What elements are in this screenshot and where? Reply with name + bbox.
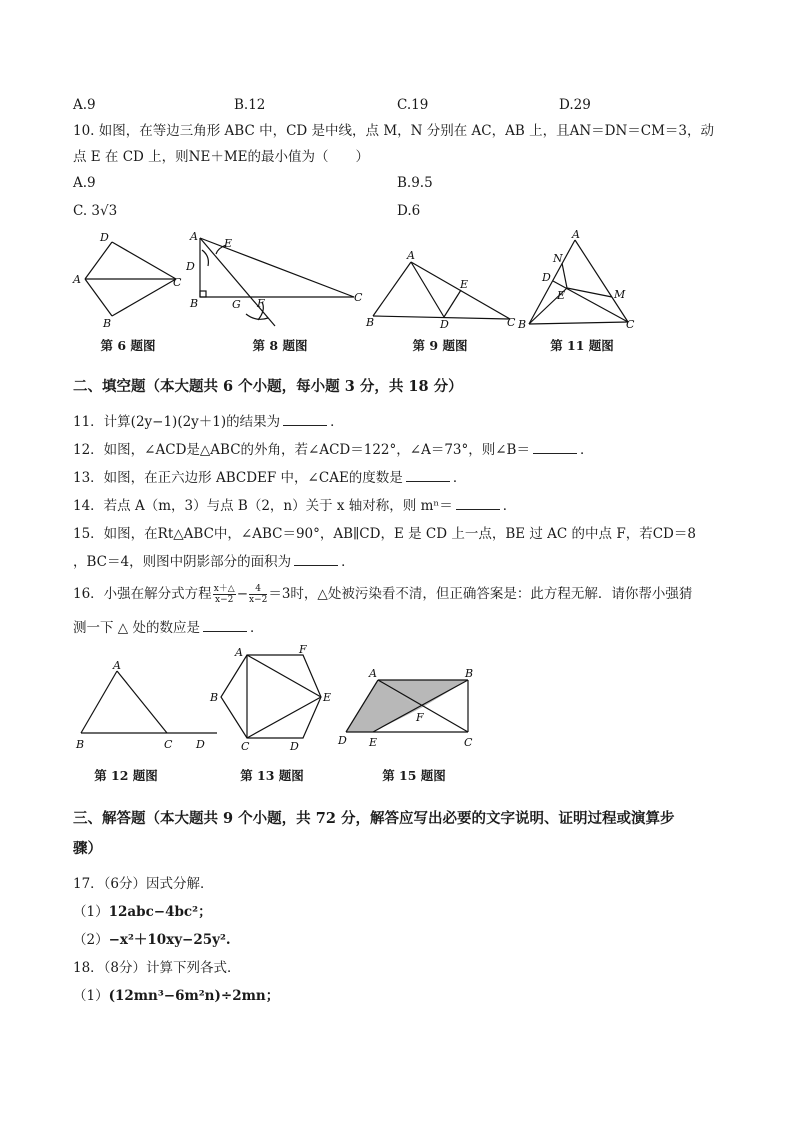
fig11-label-m: M bbox=[614, 288, 626, 301]
q10-option-a: A.9 bbox=[73, 175, 96, 191]
fig9-label-e: E bbox=[460, 278, 469, 291]
q17-part-2-label: （2） bbox=[73, 932, 109, 948]
q15-line-2 bbox=[73, 552, 355, 572]
fig6-label-c: C bbox=[173, 276, 182, 289]
figure-12 bbox=[70, 655, 220, 755]
fig12-label-a: A bbox=[113, 659, 121, 672]
fig8-label-b: B bbox=[190, 297, 199, 310]
q15-line-1: 15．如图，在Rt△ABC中，∠ABC＝90°，AB∥CD，E 是 CD 上一点，BE 过 AC 的中点 F，若CD＝8 bbox=[73, 526, 696, 542]
q9-option-c: C.19 bbox=[397, 97, 429, 113]
figure-15 bbox=[335, 664, 485, 752]
section-3-title-line-2: 骤） bbox=[73, 840, 102, 857]
q17-part-1 bbox=[73, 902, 212, 922]
q14-answer-blank[interactable] bbox=[456, 497, 500, 510]
q13-text: 13．如图，在正六边形 ABCDEF 中，∠CAE的度数是 bbox=[73, 470, 403, 486]
fig15-label-d: D bbox=[338, 734, 347, 747]
caption-fig-8: 第 8 题图 bbox=[252, 338, 308, 353]
q17-part-2-expression: −x²＋10xy−25y². bbox=[108, 932, 231, 948]
q11 bbox=[73, 412, 344, 432]
fig8-label-c: C bbox=[354, 291, 363, 304]
q10-line-2: 点 E 在 CD 上，则NE＋ME的最小值为（ ） bbox=[73, 149, 370, 165]
q17-part-2 bbox=[73, 930, 231, 950]
q11-answer-blank[interactable] bbox=[283, 413, 327, 426]
q14-period: ． bbox=[502, 498, 517, 514]
fig11-label-b: B bbox=[518, 318, 527, 331]
fig8-label-d: D bbox=[186, 260, 195, 273]
q12-text: 12．如图，∠ACD是△ABC的外角，若∠ACD＝122°，∠A＝73°，则∠B＝ bbox=[73, 442, 530, 458]
q11-period: ． bbox=[330, 414, 344, 430]
fig11-label-n: N bbox=[553, 252, 563, 265]
caption-fig-9: 第 9 题图 bbox=[412, 338, 468, 353]
q9-option-b: B.12 bbox=[234, 97, 266, 113]
q16-fraction-1 bbox=[213, 584, 236, 605]
fig12-label-b: B bbox=[76, 738, 85, 751]
fig13-label-e: E bbox=[323, 691, 332, 704]
q17-part-1-expression: 12abc−4bc²； bbox=[108, 904, 212, 920]
q13-period: ． bbox=[452, 470, 467, 486]
fig8-label-e: E bbox=[224, 237, 233, 250]
q16-line-1 bbox=[73, 584, 692, 605]
fig11-label-e: E bbox=[557, 289, 566, 302]
q14 bbox=[73, 496, 516, 516]
q15-period: ． bbox=[341, 554, 355, 570]
figure-6 bbox=[70, 228, 195, 333]
q15-text: ，BC＝4，则图中阴影部分的面积为 bbox=[73, 554, 292, 570]
fig8-label-f: F bbox=[257, 297, 265, 310]
q16-answer-blank[interactable] bbox=[203, 619, 247, 632]
fig15-label-c: C bbox=[464, 736, 473, 749]
section-3-title-line-1: 三、解答题（本大题共 9 个小题，共 72 分，解答应写出必要的文字说明、证明过程或演算步 bbox=[73, 810, 675, 827]
figure-9 bbox=[362, 248, 522, 334]
fig9-label-d: D bbox=[440, 318, 449, 331]
figure-13 bbox=[205, 642, 335, 754]
q14-text: 14．若点 A（m，3）与点 B（2，n）关于 x 轴对称，则 mⁿ＝ bbox=[73, 498, 453, 514]
q10-option-d: D.6 bbox=[397, 203, 421, 219]
q12 bbox=[73, 440, 593, 460]
q13-answer-blank[interactable] bbox=[406, 469, 450, 482]
caption-fig-15: 第 15 题图 bbox=[382, 768, 446, 783]
q16-fraction-2-denominator: x−2 bbox=[249, 595, 268, 605]
q16-text-2: 测一下 △ 处的数应是 bbox=[73, 620, 200, 636]
fig6-label-a: A bbox=[73, 273, 81, 286]
caption-fig-12: 第 12 题图 bbox=[94, 768, 158, 783]
figure-8 bbox=[186, 226, 376, 331]
q16-fraction-1-denominator: x−2 bbox=[215, 595, 234, 605]
caption-fig-13: 第 13 题图 bbox=[240, 768, 304, 783]
q13 bbox=[73, 468, 466, 488]
q16-fraction-2-numerator: 4 bbox=[249, 584, 267, 595]
q16-text-post: ＝3时，△处被污染看不清，但正确答案是：此方程无解．请你帮小强猜 bbox=[268, 586, 693, 602]
fig8-label-g: G bbox=[232, 298, 241, 311]
q16-text-pre: 16．小强在解分式方程 bbox=[73, 586, 212, 602]
q12-answer-blank[interactable] bbox=[533, 441, 577, 454]
fig11-label-a: A bbox=[572, 228, 580, 241]
q11-text: 11．计算(2y−1)(2y＋1)的结果为 bbox=[73, 414, 281, 430]
fig8-label-a: A bbox=[190, 230, 198, 243]
q18-part-1-expression: (12mn³−6m²n)÷2mn； bbox=[108, 988, 280, 1004]
fig9-label-c: C bbox=[507, 316, 516, 329]
q17-heading: 17．（6分）因式分解． bbox=[73, 876, 214, 892]
figure-11 bbox=[516, 226, 646, 336]
fig13-label-a: A bbox=[235, 646, 243, 659]
fig13-label-d: D bbox=[290, 740, 299, 753]
fig6-label-d: D bbox=[100, 231, 109, 244]
fig15-label-f: F bbox=[416, 711, 424, 724]
q18-part-1 bbox=[73, 986, 279, 1006]
fig12-label-c: C bbox=[164, 738, 173, 751]
q16-period: ． bbox=[249, 620, 264, 636]
q9-option-a: A.9 bbox=[73, 97, 96, 113]
fig11-label-c: C bbox=[626, 318, 635, 331]
q16-minus: − bbox=[236, 586, 248, 602]
fig15-label-e: E bbox=[369, 736, 378, 749]
q18-heading: 18．（8分）计算下列各式． bbox=[73, 960, 241, 976]
fig13-label-f: F bbox=[299, 643, 307, 656]
q16-fraction-2 bbox=[249, 584, 267, 605]
q10-option-c: C. 3√3 bbox=[73, 203, 118, 219]
fig6-label-b: B bbox=[103, 317, 112, 330]
q12-period: ． bbox=[579, 442, 594, 458]
fig9-label-a: A bbox=[407, 249, 415, 262]
q18-part-1-label: （1） bbox=[73, 988, 109, 1004]
q9-option-d: D.29 bbox=[559, 97, 591, 113]
caption-fig-11: 第 11 题图 bbox=[550, 338, 614, 353]
fig15-label-a: A bbox=[369, 667, 377, 680]
fig13-label-c: C bbox=[241, 740, 250, 753]
fig13-label-b: B bbox=[210, 691, 219, 704]
q10-option-b: B.9.5 bbox=[397, 175, 433, 191]
section-2-title: 二、填空题（本大题共 6 个小题，每小题 3 分，共 18 分） bbox=[73, 378, 463, 395]
q15-answer-blank[interactable] bbox=[294, 553, 338, 566]
q16-fraction-1-numerator: x＋△ bbox=[213, 584, 235, 594]
q16-line-2 bbox=[73, 618, 263, 638]
q17-part-1-label: （1） bbox=[73, 904, 109, 920]
fig11-label-d: D bbox=[542, 271, 551, 284]
q10-line-1: 10. 如图，在等边三角形 ABC 中，CD 是中线，点 M，N 分别在 AC，AB 上，且AN＝DN＝CM＝3，动 bbox=[73, 123, 715, 139]
fig15-label-b: B bbox=[465, 667, 474, 680]
caption-fig-6: 第 6 题图 bbox=[100, 338, 156, 353]
fig9-label-b: B bbox=[366, 316, 375, 329]
fig12-label-d: D bbox=[196, 738, 205, 751]
